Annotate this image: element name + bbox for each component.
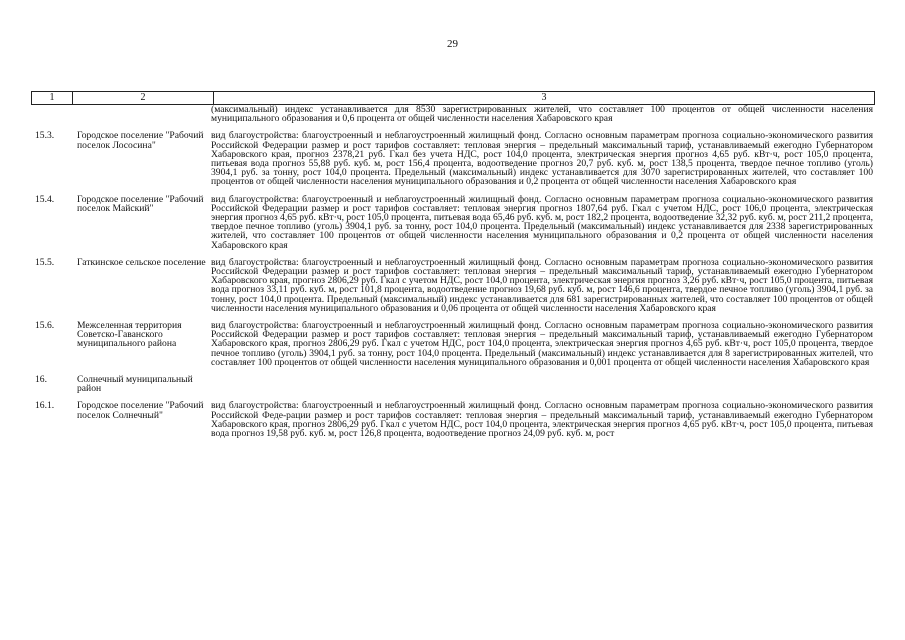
table-row-16-1	[31, 401, 875, 438]
table-row-15-3	[31, 131, 875, 186]
tariff-description: (максимальный) индекс устанавливается для 8530 зарегистрированных жителей, что составляет 100 процентов от общей численности населения муниципального образования и 0,6 процента от общей численности населения Хабаровского края	[211, 104, 873, 125]
municipality-name: Межселенная территория Советско-Гаванского муниципального района	[77, 320, 182, 350]
tariff-description: вид благоустройства: благоустроенный и неблагоустроенный жилищный фонд. Согласно основным параметрам прогноза социально-экономического развития Российской Федерации размер и рост тарифов составляет: тепловая энергия – предельный максимальный тариф, устанавливаемый ежегодно Губернатором Хабаровского края, прогноз 2806,29 руб. Гкал с учетом НДС, рост 104,0 процента, электрическая энергия прогноз 3,26 руб. кВт·ч, рост 105,0 процента, питьевая вода прогноз 33,11 руб. куб. м, рост 101,8 процента, водоотведение прогноз 19,68 руб. куб. м, рост 146,6 процента, твердое печное топливо (уголь) 3904,1 руб. за тонну, рост 104,0 процента. Предельный (максимальный) индекс устанавливается для 681 зарегистрированных жителей, что составляет 100 процентов от общей численности населения муниципального образования и 0,06 процента от общей численности населения Хабаровского края	[211, 256, 873, 314]
municipality-name: Городское поселение "Рабочий поселок Лососина"	[77, 130, 204, 151]
table-row-15-4	[31, 195, 875, 250]
municipality-name: Солнечный муниципальный район	[77, 374, 193, 395]
row-number: 15.5.	[35, 256, 55, 268]
table-row-15-5	[31, 258, 875, 313]
row-number: 16.	[35, 374, 47, 386]
municipality-name	[73, 105, 211, 123]
table-row-continuation	[31, 105, 875, 123]
tariff-description: вид благоустройства: благоустроенный и неблагоустроенный жилищный фонд. Согласно основным параметрам прогноза социально-экономического развития Российской Федерации размер и рост тарифов составляет: тепловая энергия прогноз 1807,64 руб. Гкал с учетом НДС, рост 106,0 процента, электрическая энергия прогноз 4,65 руб. кВт·ч, рост 105,0 процента, питьевая вода 65,46 руб. куб. м, рост 182,2 процента, водоотведение 32,32 руб. куб. м, рост 211,2 процента, твердое печное топливо (уголь) 3904,1 руб. за тонну, рост 104,0 процента. Предельный (максимальный) индекс устанавливается для 2338 зарегистрированных жителей, что составляет 100 процентов от общей численности населения муниципального образования и 0,2 процента от общей численности населения Хабаровского края	[211, 193, 873, 251]
row-number: 15.6.	[35, 320, 55, 332]
row-number: 15.4.	[35, 193, 55, 205]
tariff-description: вид благоустройства: благоустроенный и неблагоустроенный жилищный фонд. Согласно основным параметрам прогноза социально-экономического развития Российской Федерации размер и рост тарифов составляет: тепловая энергия – предельный максимальный тариф, устанавливаемый ежегодно Губернатором Хабаровского края, прогноз 2806,29 руб. Гкал с учетом НДС, рост 104,0 процента, электрическая энергия прогноз 4,65 руб. кВт·ч, рост 105,0 процента, твердое печное топливо (уголь) 3904,1 руб. за тонну, рост 104,0 процента. Предельный (максимальный) индекс устанавливается для 8 зарегистрированных жителей, что составляет 100 процентов от общей численности населения муниципального образования и 0,001 процента от общей численности населения Хабаровского края	[211, 320, 873, 368]
row-number: 16.1.	[35, 400, 55, 412]
header-col-1: 1	[32, 92, 73, 104]
row-number	[31, 105, 73, 123]
page-number: 29	[447, 38, 458, 50]
municipality-name: Городское поселение "Рабочий поселок Солнечный"	[77, 400, 204, 421]
municipality-name: Городское поселение "Рабочий поселок Майский"	[77, 193, 204, 214]
header-col-3: 3	[541, 92, 547, 103]
table-body	[31, 105, 875, 446]
table-header	[31, 91, 875, 105]
tariff-description: вид благоустройства: благоустроенный и неблагоустроенный жилищный фонд. Согласно основным параметрам прогноза социально-экономического развития Российской Феде-рации размер и рост тарифов составляет: тепловая энергия – предельный максимальный тариф, устанавливаемый ежегодно Губернатором Хабаровского края, прогноз 2806,29 руб. Гкал с учетом НДС, рост 104,0 процента, электрическая энергия прогноз 4,65 руб. кВт·ч, рост 105,0 процента, питьевая вода прогноз 19,58 руб. куб. м, рост 126,8 процента, водоотведение прогноз 24,09 руб. куб. м, рост	[211, 400, 873, 440]
table-row-15-6	[31, 321, 875, 367]
municipality-name: Гаткинское сельское поселение	[77, 256, 206, 268]
row-number: 15.3.	[35, 130, 55, 142]
tariff-description	[211, 375, 875, 393]
header-col-2: 2	[73, 92, 214, 104]
tariff-description: вид благоустройства: благоустроенный и неблагоустроенный жилищный фонд. Согласно основным параметрам прогноза социально-экономического развития Российской Федерации размер и рост тарифов составляет: тепловая энергия – предельный максимальный тариф, устанавливаемый ежегодно Губернатором Хабаровского края, прогноз 2378,21 руб. Гкал без учета НДС, рост 104,0 процента, электрическая энергия прогноз 4,65 руб. кВт·ч, рост 105,0 процента, питьевая вода прогноз 55,88 руб. куб. м, рост 156,4 процента, водоотведение прогноз 20,7 руб. куб. м, рост 138,5 процента, твердое печное топливо (уголь) 3904,1 руб. за тонну, рост 104,0 процента. Предельный (максимальный) индекс устанавливается для 3070 зарегистрированных жителей, что составляет 100 процентов от общей численности населения муниципального образования и 0,2 процента от общей численности населения Хабаровского края	[211, 130, 873, 188]
table-row-16	[31, 375, 875, 393]
